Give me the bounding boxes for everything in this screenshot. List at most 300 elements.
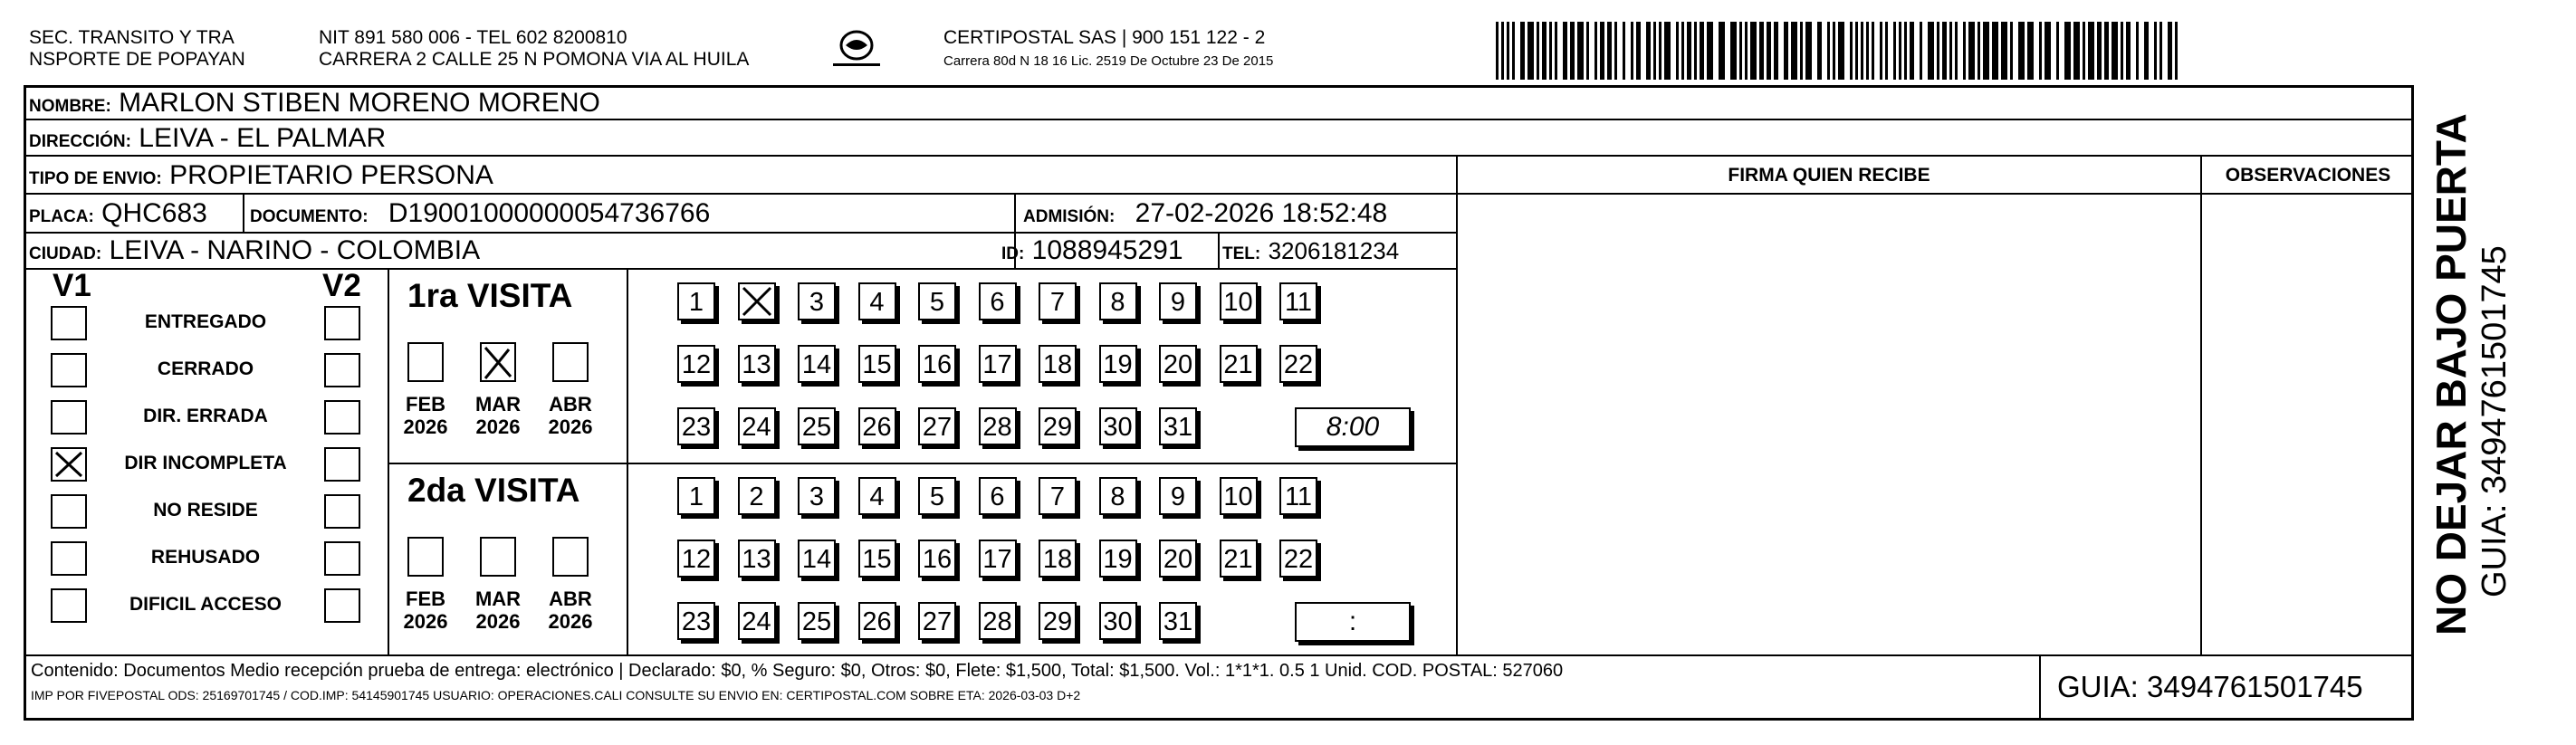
barcode-bar [1893, 22, 1896, 80]
day-checkbox[interactable] [677, 345, 715, 383]
day-checkbox[interactable] [1159, 345, 1197, 383]
barcode-bar [1563, 22, 1567, 80]
barcode-bar [1719, 22, 1725, 80]
barcode-bar [1496, 22, 1499, 80]
day-number: 26 [862, 413, 892, 442]
barcode-bar [1527, 22, 1534, 80]
day-checkbox[interactable] [677, 282, 715, 320]
v1-status-checkbox[interactable] [51, 588, 87, 623]
day-number: 25 [801, 413, 832, 442]
barcode-bar [1501, 22, 1504, 80]
day-checkbox[interactable] [1220, 477, 1258, 515]
day-checkbox[interactable] [1159, 540, 1197, 578]
day-checkbox[interactable] [1159, 477, 1197, 515]
barcode-bar [1549, 22, 1552, 80]
ciudad-label: CIUDAD: [29, 244, 102, 263]
day-checkbox[interactable] [738, 540, 776, 578]
id-field [1001, 235, 1183, 270]
barcode-bar [1855, 22, 1858, 80]
day-number: 30 [1103, 607, 1133, 636]
tipo-envio-value: PROPIETARIO PERSONA [169, 160, 493, 190]
barcode-bar [1745, 22, 1748, 80]
day-number: 20 [1163, 350, 1193, 379]
day-number: 4 [869, 288, 885, 317]
month-year: 2026 [403, 415, 448, 438]
barcode-bar [1983, 22, 1989, 80]
day-checkbox[interactable] [798, 345, 836, 383]
v1-status-checkbox[interactable] [51, 353, 87, 387]
month-name: ABR [549, 393, 592, 415]
v2-status-checkbox[interactable] [324, 447, 360, 482]
barcode-bar [1687, 22, 1691, 80]
barcode-bar [2010, 22, 2013, 80]
contenido-line: Contenido: Documentos Medio recepción prueba de entrega: electrónico | Declarado: $0, % Seguro: $0, Otros: $0, Flete: $1,500, Total: $1,500. Vol.: 1*1*1. 0.5 1 Unid. COD. POSTAL: 527060 [31, 661, 1564, 681]
day-checkbox[interactable] [979, 282, 1017, 320]
day-checkbox[interactable] [858, 345, 896, 383]
barcode-bar [2064, 22, 2071, 80]
month-year: 2026 [548, 610, 593, 633]
month-checkbox[interactable] [552, 342, 589, 382]
day-number: 1 [688, 482, 704, 511]
side-guia-number: GUIA: 3494761501745 [2475, 245, 2514, 597]
month-label [394, 393, 457, 438]
observaciones-header: OBSERVACIONES [2225, 165, 2391, 186]
day-checkbox[interactable] [677, 407, 715, 445]
day-checkbox[interactable] [1279, 477, 1317, 515]
day-checkbox[interactable] [918, 540, 956, 578]
barcode-bar [2112, 22, 2118, 80]
barcode-bar [1636, 22, 1641, 80]
visit-time-field[interactable] [1295, 602, 1411, 642]
barcode-bar [2175, 22, 2178, 80]
nombre-label: NOMBRE: [29, 97, 111, 116]
day-checkbox[interactable] [798, 282, 836, 320]
day-checkbox[interactable] [677, 540, 715, 578]
day-number: 7 [1049, 482, 1066, 511]
month-label [539, 587, 602, 633]
barcode-bar [2088, 22, 2094, 80]
barcode-bar [2045, 22, 2051, 80]
no-dejar-bajo-puerta-warning: NO DEJAR BAJO PUERTA [2428, 113, 2475, 635]
barcode-bar [1759, 22, 1764, 80]
day-number: 5 [929, 288, 945, 317]
day-number: 23 [681, 607, 712, 636]
month-name: ABR [549, 587, 592, 610]
day-number: 15 [862, 350, 892, 379]
day-number: 28 [982, 413, 1012, 442]
v1-status-checkbox[interactable] [51, 541, 87, 576]
day-checkbox[interactable] [918, 477, 956, 515]
v1-status-checkbox[interactable] [51, 306, 87, 340]
barcode-bar [1542, 22, 1547, 80]
day-number: 10 [1223, 288, 1253, 317]
day-number: 30 [1103, 413, 1133, 442]
admision-label: ADMISIÓN: [1023, 207, 1116, 226]
barcode-bar [1833, 22, 1835, 80]
barcode-bar [1800, 22, 1803, 80]
barcode-bar [1600, 22, 1604, 80]
day-checkbox[interactable] [1099, 345, 1137, 383]
v1-status-checkbox[interactable] [51, 494, 87, 529]
day-checkbox[interactable] [1039, 602, 1077, 640]
barcode-bar [1739, 22, 1742, 80]
day-number: 17 [982, 545, 1012, 574]
barcode-bar [1750, 22, 1757, 80]
sender-name-line2: NSPORTE DE POPAYAN [29, 49, 245, 70]
day-number: 8 [1110, 482, 1125, 511]
nombre-value: MARLON STIBEN MORENO MORENO [119, 88, 600, 118]
barcode-bar [1861, 22, 1863, 80]
day-checkbox[interactable] [1039, 345, 1077, 383]
day-number: 3 [809, 288, 825, 317]
barcode-bar [1817, 22, 1822, 80]
day-checkbox[interactable] [738, 282, 776, 320]
day-number: 18 [1042, 350, 1073, 379]
day-number: 11 [1284, 288, 1313, 317]
day-checkbox[interactable] [1220, 282, 1258, 320]
month-name: FEB [406, 393, 445, 415]
imp-line: IMP POR FIVEPOSTAL ODS: 25169701745 / COD.IMP: 54145901745 USUARIO: OPERACIONES.CALI CONSULTE SU ENVIO EN: CERTIPOSTAL.COM SOBRE ETA: 2026-03-03 D+2 [31, 688, 1081, 702]
v2-status-checkbox[interactable] [324, 588, 360, 623]
day-checkbox[interactable] [979, 407, 1017, 445]
barcode-bar [1872, 22, 1874, 80]
barcode-bar [1623, 22, 1625, 80]
direccion-label: DIRECCIÓN: [29, 132, 131, 151]
day-checkbox[interactable] [979, 477, 1017, 515]
tel-label: TEL: [1222, 244, 1261, 263]
v2-status-checkbox[interactable] [324, 306, 360, 340]
barcode-bar [1838, 22, 1844, 80]
barcode-bar [1646, 22, 1651, 80]
day-checkbox[interactable] [1039, 477, 1077, 515]
sender-nit: NIT 891 580 006 - TEL 602 8200810 [319, 27, 627, 48]
day-checkbox[interactable] [858, 477, 896, 515]
day-checkbox[interactable] [738, 407, 776, 445]
day-checkbox[interactable] [1099, 477, 1137, 515]
month-name: MAR [474, 587, 522, 610]
barcode-bar [1968, 22, 1975, 80]
barcode-bar [2104, 22, 2109, 80]
v1-header: V1 [53, 268, 91, 303]
barcode-bar [1577, 22, 1584, 80]
day-checkbox[interactable] [918, 602, 956, 640]
day-checkbox[interactable] [1159, 282, 1197, 320]
day-number: 1 [688, 288, 704, 317]
barcode-bar [1555, 22, 1557, 80]
day-number: 3 [809, 482, 825, 511]
barcode-bar [1866, 22, 1869, 80]
day-number: 29 [1042, 413, 1073, 442]
month-name: FEB [406, 587, 445, 610]
status-label: NO RESIDE [153, 500, 258, 521]
day-number: 10 [1223, 482, 1253, 511]
v2-status-checkbox[interactable] [324, 494, 360, 529]
day-checkbox[interactable] [1159, 407, 1197, 445]
barcode-bar [1920, 22, 1922, 80]
barcode-bar [1676, 22, 1679, 80]
barcode-bar [1904, 22, 1907, 80]
barcode-bar [1607, 22, 1612, 80]
barcode-bar [1659, 22, 1661, 80]
barcode-bar [1681, 22, 1684, 80]
day-number: 17 [982, 350, 1012, 379]
barcode-bar [1512, 22, 1515, 80]
day-number: 27 [922, 607, 953, 636]
admision-field [1023, 198, 1387, 233]
day-checkbox[interactable] [738, 602, 776, 640]
barcode-bar [2126, 22, 2131, 80]
month-checkbox[interactable] [407, 342, 444, 382]
day-checkbox[interactable] [798, 540, 836, 578]
courier-license: Carrera 80d N 18 16 Lic. 2519 De Octubre 23 De 2015 [943, 53, 1274, 69]
day-checkbox[interactable] [918, 407, 956, 445]
day-number: 23 [681, 413, 712, 442]
barcode-bar [1827, 22, 1830, 80]
day-number: 24 [742, 607, 771, 636]
barcode-bar [2001, 22, 2007, 80]
month-label [394, 587, 457, 633]
barcode-bar [1850, 22, 1853, 80]
nombre-row [29, 88, 600, 122]
id-value: 1088945291 [1031, 235, 1183, 265]
visit-time-value: : [1348, 607, 1357, 636]
barcode-bar [2018, 22, 2025, 80]
day-checkbox[interactable] [738, 345, 776, 383]
barcode-bar [1507, 22, 1509, 80]
day-checkbox[interactable] [1159, 602, 1197, 640]
barcode-bar [1963, 22, 1966, 80]
day-number: 22 [1283, 545, 1314, 574]
month-checkbox[interactable] [480, 537, 516, 577]
barcode-bar [2144, 22, 2149, 80]
day-number: 8 [1110, 288, 1125, 317]
barcode-bar [1899, 22, 1901, 80]
day-number: 21 [1223, 350, 1253, 379]
day-checkbox[interactable] [1220, 345, 1258, 383]
day-number: 29 [1042, 607, 1073, 636]
barcode-bar [1910, 22, 1914, 80]
barcode-bar [1520, 22, 1525, 80]
day-number: 14 [801, 545, 832, 574]
barcode-bar [1767, 22, 1771, 80]
day-checkbox[interactable] [1099, 540, 1137, 578]
barcode-bar [1631, 22, 1633, 80]
barcode-bar [2027, 22, 2034, 80]
sender-name-line1: SEC. TRANSITO Y TRA [29, 27, 235, 48]
barcode-bar [2159, 22, 2162, 80]
month-checkbox[interactable] [480, 342, 516, 382]
day-number: 6 [990, 482, 1005, 511]
id-label: ID: [1001, 244, 1025, 263]
barcode-bar [1955, 22, 1958, 80]
day-checkbox[interactable] [1279, 282, 1317, 320]
documento-field [250, 198, 710, 233]
visit-time-field[interactable] [1295, 407, 1411, 447]
barcode-bar [1707, 22, 1713, 80]
courier-company: CERTIPOSTAL SAS | 900 151 122 - 2 [943, 27, 1266, 48]
day-checkbox[interactable] [1279, 540, 1317, 578]
day-checkbox[interactable] [738, 477, 776, 515]
ciudad-field [29, 235, 480, 270]
firma-header: FIRMA QUIEN RECIBE [1728, 165, 1930, 186]
v2-status-checkbox[interactable] [324, 400, 360, 435]
barcode-bar [1537, 22, 1539, 80]
day-checkbox[interactable] [858, 282, 896, 320]
day-checkbox[interactable] [858, 602, 896, 640]
day-number: 15 [862, 545, 892, 574]
day-checkbox[interactable] [677, 602, 715, 640]
barcode-bar [1774, 22, 1778, 80]
barcode-bar [2056, 22, 2059, 80]
v1-status-checkbox[interactable] [51, 400, 87, 435]
status-label: DIR INCOMPLETA [124, 453, 287, 473]
barcode-bar [2136, 22, 2139, 80]
status-label: DIR. ERRADA [143, 406, 268, 426]
day-checkbox[interactable] [1279, 345, 1317, 383]
day-number: 24 [742, 413, 771, 442]
v2-status-checkbox[interactable] [324, 541, 360, 576]
month-checkbox[interactable] [552, 537, 589, 577]
day-number: 31 [1163, 413, 1193, 442]
barcode-bar [1928, 22, 1934, 80]
month-checkbox[interactable] [407, 537, 444, 577]
day-number: 19 [1103, 350, 1133, 379]
v2-status-checkbox[interactable] [324, 353, 360, 387]
day-number: 5 [929, 482, 945, 511]
certipostal-logo [829, 27, 884, 72]
status-label: DIFICIL ACCESO [129, 594, 282, 615]
day-checkbox[interactable] [1039, 540, 1077, 578]
day-number: 18 [1042, 545, 1073, 574]
day-checkbox[interactable] [798, 407, 836, 445]
barcode-bar [1791, 22, 1797, 80]
barcode-bar [1880, 22, 1882, 80]
barcode-bar [1653, 22, 1656, 80]
month-label [466, 587, 530, 633]
day-checkbox[interactable] [1099, 602, 1137, 640]
day-number: 14 [801, 350, 832, 379]
day-number: 19 [1103, 545, 1133, 574]
day-number: 6 [990, 288, 1005, 317]
ciudad-value: LEIVA - NARINO - COLOMBIA [109, 235, 481, 265]
day-checkbox[interactable] [1220, 540, 1258, 578]
day-number: 26 [862, 607, 892, 636]
day-checkbox[interactable] [979, 345, 1017, 383]
day-checkbox[interactable] [858, 540, 896, 578]
day-number: 25 [801, 607, 832, 636]
day-number: 31 [1163, 607, 1193, 636]
tipo-envio-label: TIPO DE ENVIO: [29, 169, 162, 188]
day-number: 2 [749, 482, 764, 511]
barcode-bar [1694, 22, 1697, 80]
day-number: 22 [1283, 350, 1314, 379]
day-number: 9 [1170, 288, 1186, 317]
day-checkbox[interactable] [1039, 282, 1077, 320]
day-checkbox[interactable] [979, 602, 1017, 640]
day-checkbox[interactable] [918, 282, 956, 320]
day-checkbox[interactable] [798, 477, 836, 515]
barcode-bar [1977, 22, 1980, 80]
month-label [466, 393, 530, 438]
day-checkbox[interactable] [798, 602, 836, 640]
day-checkbox[interactable] [1099, 407, 1137, 445]
barcode-bar [1730, 22, 1737, 80]
day-number: 20 [1163, 545, 1193, 574]
barcode-bar [1992, 22, 1998, 80]
barcode-bar [1949, 22, 1952, 80]
sender-address: CARRERA 2 CALLE 25 N POMONA VIA AL HUILA [319, 49, 750, 70]
placa-value: QHC683 [101, 198, 207, 228]
day-number: 4 [869, 482, 885, 511]
barcode-bar [1586, 22, 1589, 80]
day-number: 7 [1049, 288, 1066, 317]
day-number: 12 [681, 545, 712, 574]
month-year: 2026 [548, 415, 593, 438]
barcode-bar [1664, 22, 1671, 80]
status-label: ENTREGADO [144, 311, 267, 332]
month-year: 2026 [475, 610, 521, 633]
month-name: MAR [474, 393, 522, 415]
documento-value: D19001000000054736766 [388, 198, 711, 228]
day-checkbox[interactable] [918, 345, 956, 383]
barcode-bar [1700, 22, 1704, 80]
day-checkbox[interactable] [858, 407, 896, 445]
barcode-bar [2097, 22, 2102, 80]
day-number: 11 [1284, 482, 1313, 511]
day-number: 16 [922, 350, 953, 379]
month-year: 2026 [475, 415, 521, 438]
visit-time-value: 8:00 [1326, 412, 1380, 442]
barcode-bar [1570, 22, 1575, 80]
v2-header: V2 [322, 268, 361, 303]
status-label: CERRADO [157, 358, 254, 379]
barcode-bar [2039, 22, 2042, 80]
day-checkbox[interactable] [677, 477, 715, 515]
direccion-row [29, 123, 386, 158]
barcode-bar [1805, 22, 1812, 80]
barcode-bar [2073, 22, 2080, 80]
tel-value: 3206181234 [1268, 237, 1400, 264]
admision-value: 27-02-2026 18:52:48 [1135, 198, 1388, 228]
day-checkbox[interactable] [1099, 282, 1137, 320]
visit-title: 2da VISITA [407, 472, 580, 509]
barcode-bar [2154, 22, 2157, 80]
day-number: 9 [1170, 482, 1186, 511]
month-year: 2026 [403, 610, 448, 633]
day-number: 13 [742, 350, 771, 379]
day-number: 16 [922, 545, 953, 574]
barcode-bar [1885, 22, 1888, 80]
tipo-envio-row [29, 160, 493, 195]
barcode-bar [2121, 22, 2123, 80]
day-number: 12 [681, 350, 712, 379]
barcode-bar [1594, 22, 1597, 80]
guia-number: GUIA: 3494761501745 [2057, 670, 2363, 703]
barcode [1496, 22, 2184, 80]
day-checkbox[interactable] [979, 540, 1017, 578]
barcode-bar [1942, 22, 1947, 80]
placa-label: PLACA: [29, 207, 94, 226]
barcode-bar [2168, 22, 2172, 80]
day-number: 13 [742, 545, 771, 574]
tel-field [1222, 235, 1399, 270]
day-number: 21 [1223, 545, 1253, 574]
month-label [539, 393, 602, 438]
barcode-bar [1937, 22, 1939, 80]
day-checkbox[interactable] [1039, 407, 1077, 445]
v1-status-checkbox[interactable] [51, 447, 87, 482]
placa-field [29, 198, 207, 233]
